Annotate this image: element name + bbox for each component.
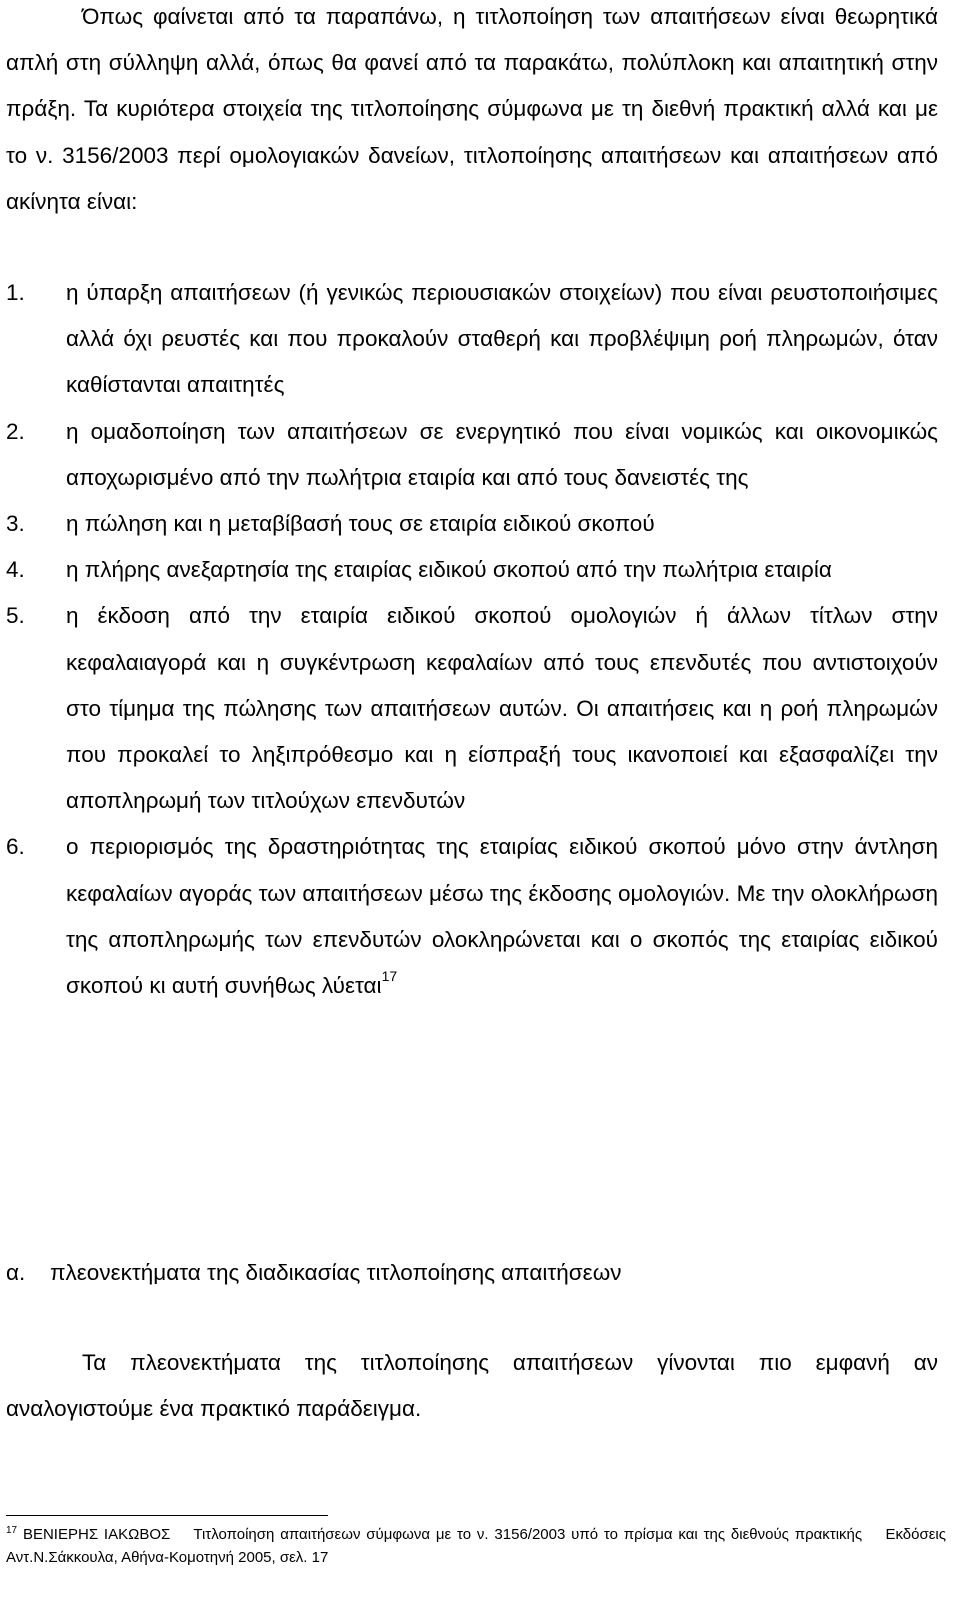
footnote-reference[interactable]: 17	[381, 968, 398, 985]
closing-paragraph: Τα πλεονεκτήματα της τιτλοποίησης απαιτήσεων γίνονται πιο εμφανή αν αναλογιστούμε ένα πρακτικό παράδειγμα.	[6, 1350, 938, 1422]
list-item	[6, 270, 938, 409]
list-item-number: 6.	[6, 834, 25, 860]
list-item-text: ο περιορισμός της δραστηριότητας της εταιρίας ειδικού σκοπού μόνο στην άντληση κεφαλαίων αγοράς των απαιτήσεων μέσω της έκδοσης ομολογιών. Με την ολοκλήρωση της αποπληρωμής των επενδυτών ολοκληρώνεται και ο σκοπός της εταιρίας ειδικού σκοπού κι αυτή συνήθως λύεται	[66, 834, 938, 999]
list-item-number: 4.	[6, 557, 25, 583]
list-item	[6, 409, 938, 501]
intro-paragraph: Όπως φαίνεται από τα παραπάνω, η τιτλοποίηση των απαιτήσεων είναι θεωρητικά απλή στη σύλληψη αλλά, όπως θα φανεί από τα παρακάτω, πολύπλοκη και απαιτητική στην πράξη. Τα κυριότερα στοιχεία της τιτλοποίησης σύμφωνα με τη διεθνή πρακτική αλλά και με το ν. 3156/2003 περί ομολογιακών δανείων, τιτλοποίησης απαιτήσεων και απαιτήσεων από ακίνητα είναι:	[6, 4, 938, 214]
list-item	[6, 501, 938, 547]
footnote-divider	[6, 1515, 328, 1516]
list-item-number: 5.	[6, 603, 25, 629]
section-heading-text: πλεονεκτήματα της διαδικασίας τιτλοποίησης απαιτήσεων	[50, 1260, 622, 1285]
list-item-text: η πώληση και η μεταβίβασή τους σε εταιρία ειδικού σκοπού	[66, 511, 655, 537]
list-item-number: 2.	[6, 418, 25, 444]
criteria-list	[6, 270, 938, 1009]
list-item-text: η πλήρης ανεξαρτησία της εταιρίας ειδικού σκοπού από την πωλήτρια εταιρία	[66, 557, 832, 583]
list-item	[6, 547, 938, 593]
list-item	[6, 593, 938, 824]
section-heading-letter: α.	[6, 1260, 26, 1285]
list-item-number: 1.	[6, 280, 25, 305]
list-item-text: η έκδοση από την εταιρία ειδικού σκοπού ομολογιών ή άλλων τίτλων στην κεφαλαιαγορά και η συγκέντρωση κεφαλαίων από τους επενδυτές που αντιστοιχούν στο τίμημα της πώλησης των απαιτήσεων αυτών. Οι απαιτήσεις και η ροή πληρωμών που προκαλεί το ληξιπρόθεσμο και η είσπραξή τους ικανοποιεί και εξασφαλίζει την αποπληρωμή των τιτλούχων επενδυτών	[66, 603, 938, 814]
list-item-text: η ύπαρξη απαιτήσεων (ή γενικώς περιουσιακών στοιχείων) που είναι ρευστοποιήσιμες αλλά όχι ρευστές και που προκαλούν σταθερή και προβλέψιμη ροή πληρωμών, όταν καθίστανται απαιτητές	[66, 280, 938, 398]
footnote-number: 17	[6, 1525, 18, 1536]
section-heading	[6, 1250, 622, 1296]
footnote-text: ΒΕΝΙΕΡΗΣ ΙΑΚΩΒΟΣ Τιτλοποίηση απαιτήσεων σύμφωνα με το ν. 3156/2003 υπό το πρίσμα και της διεθνούς πρακτικής Εκδόσεις Αντ.Ν.Σάκκουλα, Αθήνα-Κομοτηνή 2005, σελ. 17	[6, 1526, 950, 1566]
list-item	[6, 824, 938, 1009]
footnote	[6, 1523, 950, 1569]
list-item-text: η ομαδοποίηση των απαιτήσεων σε ενεργητικό που είναι νομικώς και οικονομικώς αποχωρισμένο από την πωλήτρια εταιρία και από τους δανειστές της	[66, 418, 938, 490]
list-item-number: 3.	[6, 511, 25, 537]
